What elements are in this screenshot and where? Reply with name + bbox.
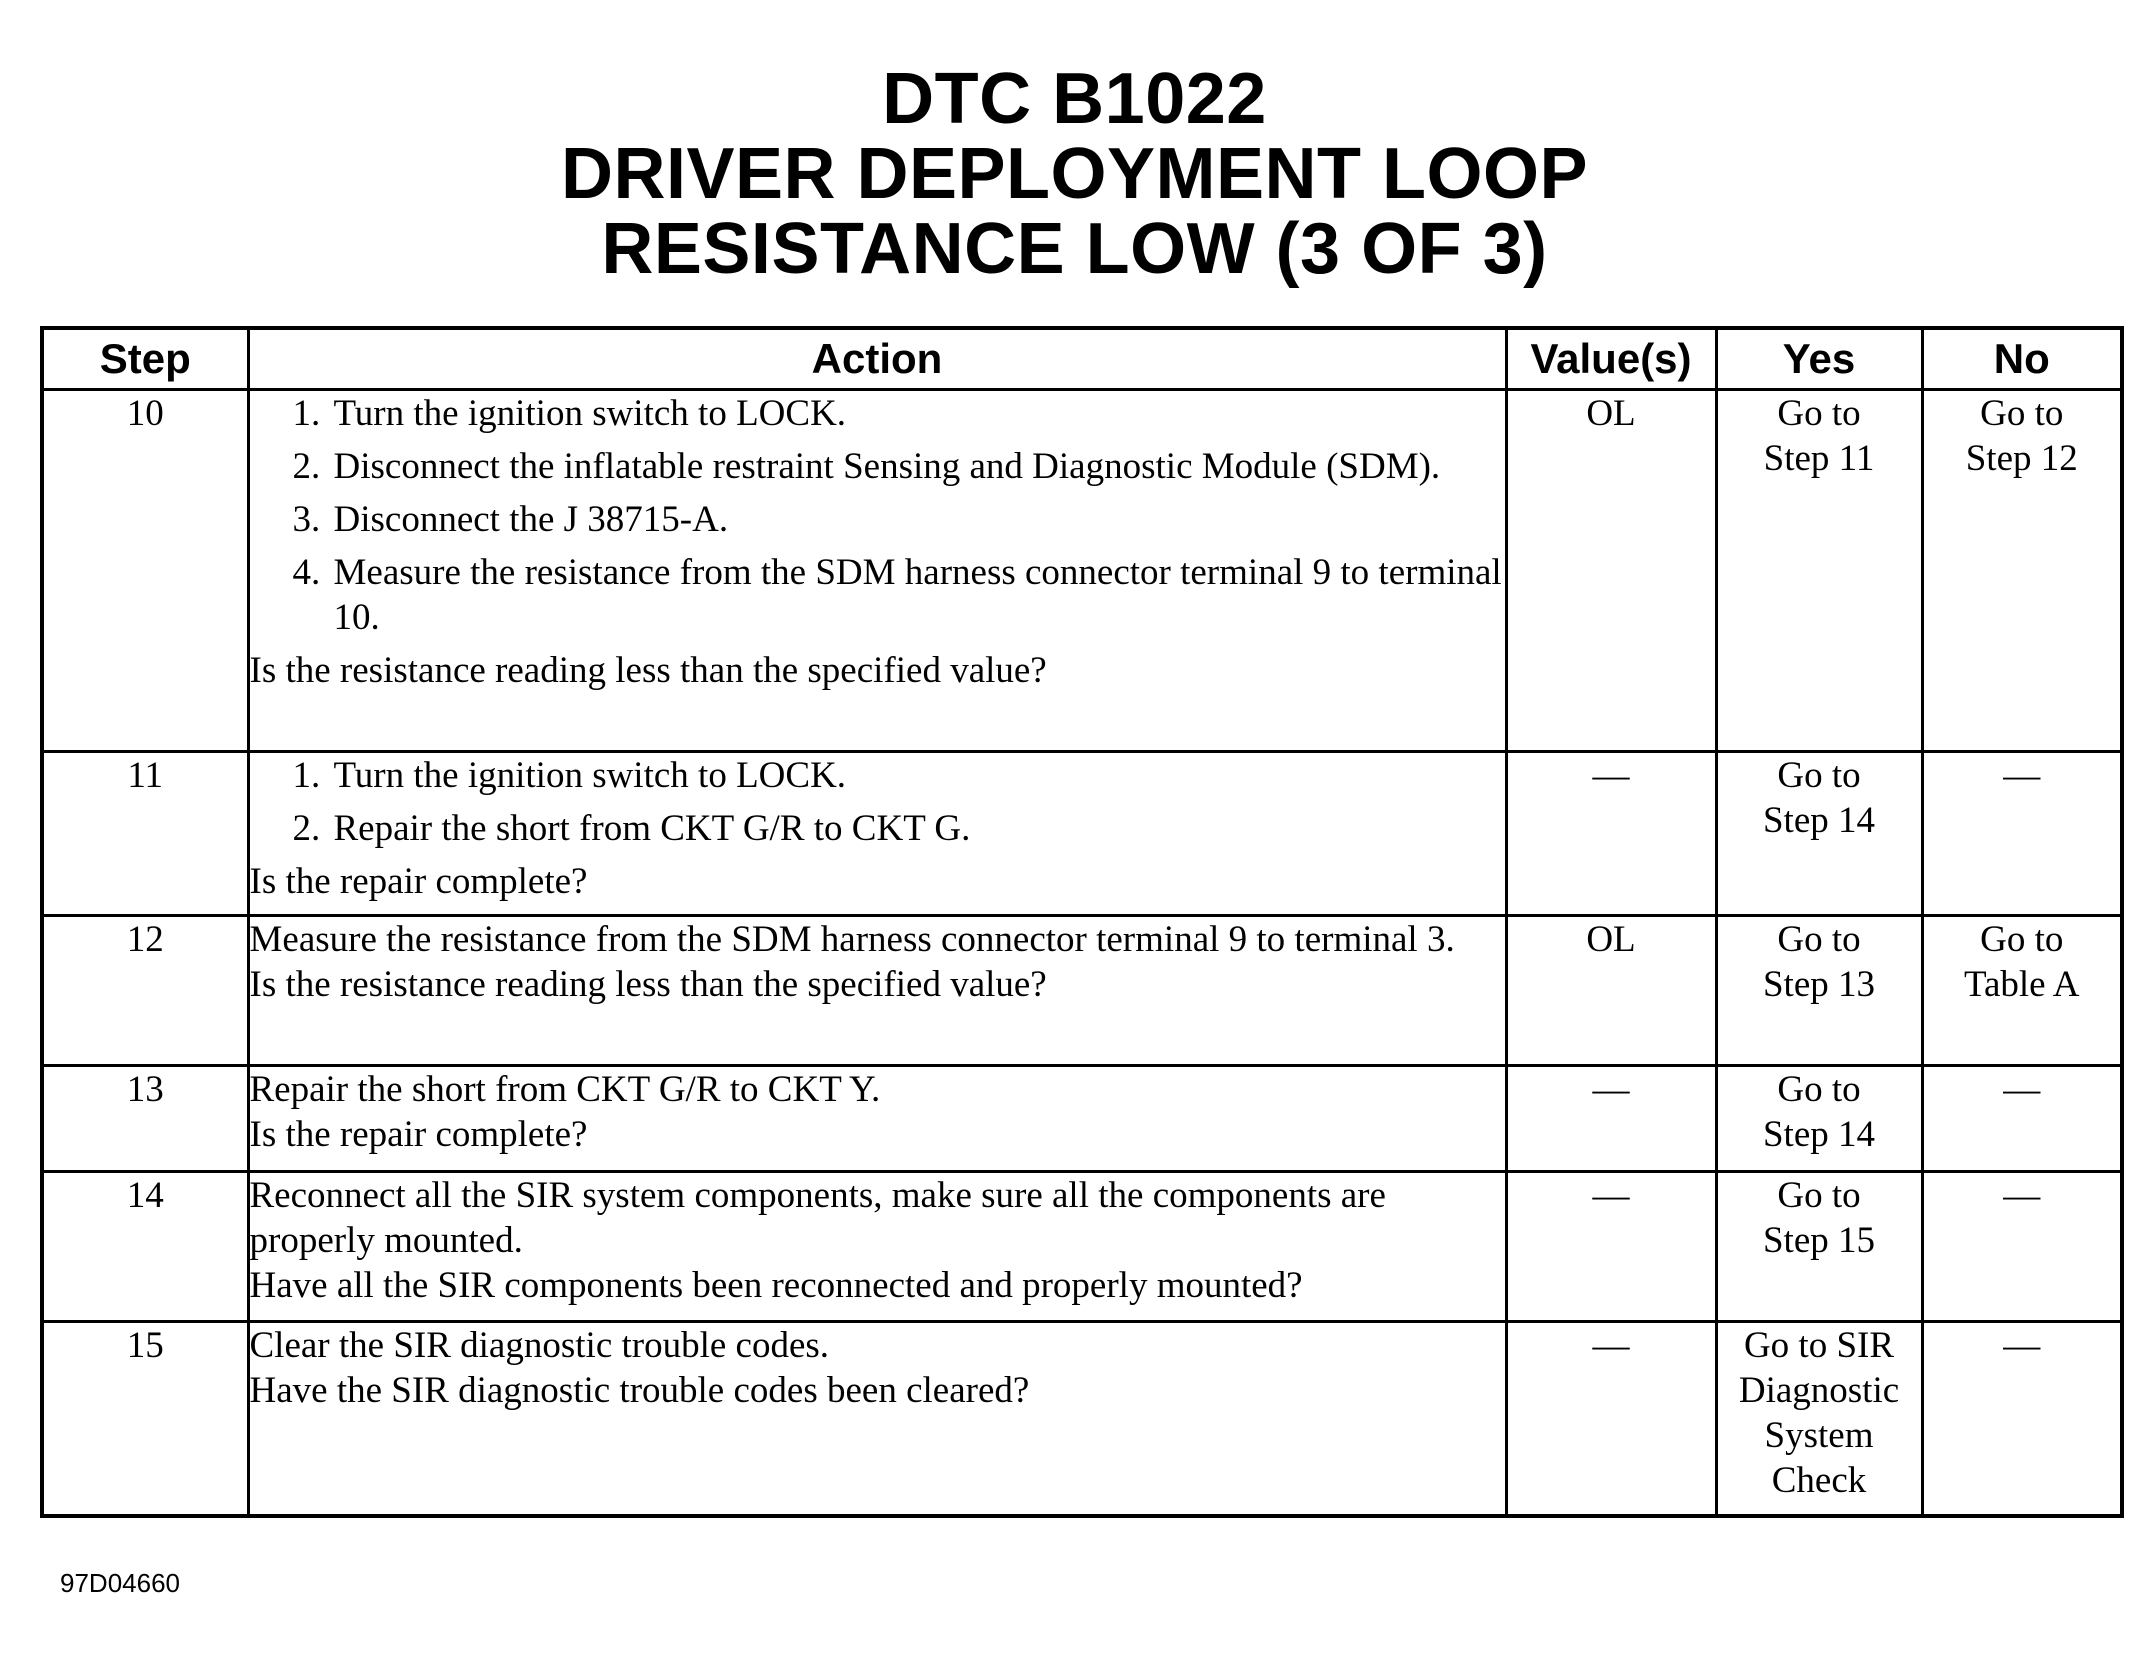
action-step: 1. Turn the ignition switch to LOCK. [330,391,1505,436]
action-line: Repair the short from CKT G/R to CKT Y. [249,1069,881,1110]
no-line: Go to [1980,919,2064,960]
yes-line: Go to [1777,1175,1861,1216]
header-yes: Yes [1716,328,1922,390]
header-step: Step [42,328,248,390]
no-cell [1922,916,2122,1066]
value-cell: — [1506,1066,1716,1172]
yes-cell [1716,916,1922,1066]
step-number: 11 [42,752,248,916]
table-row [42,916,2122,1066]
header-values: Value(s) [1506,328,1716,390]
no-cell [1922,752,2122,916]
action-step: 3. Disconnect the J 38715-A. [330,497,1505,542]
action-cell [248,390,1506,752]
yes-line: Go to [1777,393,1861,434]
action-step: 2. Disconnect the inflatable restraint Sensing and Diagnostic Module (SDM). [330,444,1505,489]
table-row [42,390,2122,752]
action-step: 2. Repair the short from CKT G/R to CKT G. [330,806,1505,851]
action-line: Reconnect all the SIR system components, make sure all the components are properly mounted. [249,1175,1386,1261]
no-cell [1922,1066,2122,1172]
action-question: Is the repair complete? [249,861,588,902]
yes-line: Check [1771,1460,1867,1501]
action-cell [248,1066,1506,1172]
step-number: 15 [42,1322,248,1516]
value-cell: OL [1506,390,1716,752]
action-question: Is the repair complete? [249,1114,588,1155]
action-cell [248,916,1506,1066]
step-number: 10 [42,390,248,752]
diagnostic-table [40,326,2124,1518]
action-steps-list [250,391,1505,640]
yes-cell [1716,752,1922,916]
action-question: Have all the SIR components been reconnected and properly mounted? [249,1265,1303,1306]
yes-cell [1716,1066,1922,1172]
no-cell [1922,390,2122,752]
no-cell [1922,1322,2122,1516]
table-row [42,1066,2122,1172]
yes-line: Step 14 [1762,800,1876,841]
action-step: 4. Measure the resistance from the SDM harness connector terminal 9 to terminal 10. [330,550,1505,640]
value-cell: — [1506,1322,1716,1516]
yes-line: Go to SIR [1743,1325,1895,1366]
no-line: — [2003,1175,2041,1216]
page-title [0,59,2149,289]
step-number: 12 [42,916,248,1066]
header-no: No [1922,328,2122,390]
no-line: Go to [1980,393,2064,434]
yes-line: Go to [1777,1069,1861,1110]
no-line: Step 12 [1965,438,2078,479]
action-cell [248,1172,1506,1322]
table-row [42,1172,2122,1322]
no-cell [1922,1172,2122,1322]
action-question: Is the resistance reading less than the specified value? [249,964,1047,1005]
step-number: 13 [42,1066,248,1172]
action-question: Have the SIR diagnostic trouble codes been cleared? [249,1370,1030,1411]
action-line: Measure the resistance from the SDM harness connector terminal 9 to terminal 3. [249,919,1455,960]
title-line-2: DRIVER DEPLOYMENT LOOP [560,134,1589,214]
title-line-1: DTC B1022 [882,59,1267,139]
table-row [42,1322,2122,1516]
no-line: Table A [1963,964,2080,1005]
yes-cell [1716,1322,1922,1516]
yes-line: System [1764,1415,1874,1456]
action-cell [248,752,1506,916]
title-line-3: RESISTANCE LOW (3 OF 3) [601,209,1548,289]
no-line: — [2003,1325,2041,1366]
value-cell: — [1506,1172,1716,1322]
action-line: Clear the SIR diagnostic trouble codes. [249,1325,830,1366]
header-action: Action [248,328,1506,390]
yes-line: Go to [1777,919,1861,960]
action-steps-list [250,753,1505,851]
yes-line: Diagnostic [1738,1370,1900,1411]
no-line: — [2003,755,2041,796]
step-number: 14 [42,1172,248,1322]
figure-code: 97D04660 [60,1568,180,1598]
table-header-row [42,328,2122,390]
yes-line: Step 15 [1762,1220,1876,1261]
value-cell: — [1506,752,1716,916]
yes-cell [1716,390,1922,752]
action-step: 1. Turn the ignition switch to LOCK. [330,753,1505,798]
yes-cell [1716,1172,1922,1322]
yes-line: Go to [1777,755,1861,796]
table-row [42,752,2122,916]
yes-line: Step 14 [1762,1114,1876,1155]
yes-line: Step 11 [1763,438,1875,479]
action-cell [248,1322,1506,1516]
yes-line: Step 13 [1762,964,1876,1005]
action-question: Is the resistance reading less than the specified value? [249,650,1047,691]
value-cell: OL [1506,916,1716,1066]
no-line: — [2003,1069,2041,1110]
